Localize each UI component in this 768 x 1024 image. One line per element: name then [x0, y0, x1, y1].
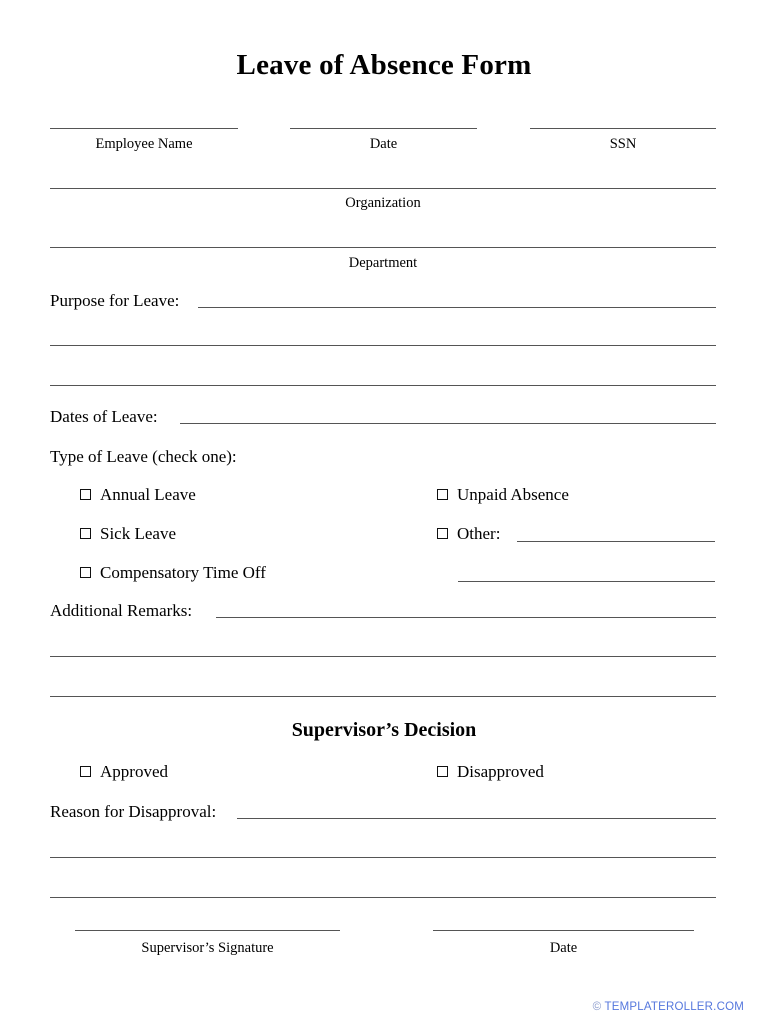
watermark-text: TEMPLATEROLLER.COM	[604, 1001, 744, 1013]
reason-for-disapproval-input-rule[interactable]	[237, 818, 716, 819]
checkbox-option-unpaid-absence[interactable]	[437, 486, 569, 503]
checkbox-icon[interactable]	[437, 766, 448, 777]
supervisor-date-label: Date	[549, 940, 578, 956]
checkbox-label: Approved	[100, 762, 168, 781]
checkbox-label: Sick Leave	[100, 524, 176, 543]
checkbox-icon[interactable]	[80, 528, 91, 539]
employee-name-rule	[50, 128, 238, 129]
checkbox-icon[interactable]	[80, 766, 91, 777]
checkbox-option-sick-leave[interactable]	[80, 525, 176, 542]
purpose-for-leave-row	[50, 292, 179, 309]
additional-remarks-input-rule[interactable]	[216, 617, 716, 618]
type-of-leave-label: Type of Leave (check one):	[50, 447, 237, 466]
purpose-for-leave-label: Purpose for Leave:	[50, 291, 180, 310]
ssn-rule	[530, 128, 716, 129]
purpose-for-leave-line-2[interactable]	[50, 345, 716, 346]
checkbox-label: Other:	[457, 524, 501, 543]
checkbox-option-compensatory-time-off[interactable]	[80, 564, 266, 581]
supervisor-signature-label: Supervisor’s Signature	[141, 940, 274, 956]
reason-for-disapproval-line-2[interactable]	[50, 857, 716, 858]
department-rule	[50, 247, 716, 248]
additional-remarks-line-3[interactable]	[50, 696, 716, 697]
additional-remarks-label: Additional Remarks:	[50, 601, 193, 620]
reason-for-disapproval-line-3[interactable]	[50, 897, 716, 898]
watermark	[593, 1001, 744, 1013]
page-title: Leave of Absence Form	[236, 49, 532, 81]
reason-for-disapproval-row	[50, 803, 216, 820]
organization-rule	[50, 188, 716, 189]
reason-for-disapproval-label: Reason for Disapproval:	[50, 802, 217, 821]
additional-remarks-line-2[interactable]	[50, 656, 716, 657]
checkbox-icon[interactable]	[80, 567, 91, 578]
checkbox-option-other[interactable]	[437, 525, 500, 542]
additional-remarks-row	[50, 602, 192, 619]
checkbox-option-disapproved[interactable]	[437, 763, 544, 780]
checkbox-label: Compensatory Time Off	[100, 563, 266, 582]
checkbox-icon[interactable]	[437, 489, 448, 500]
supervisor-signature-rule[interactable]	[75, 930, 340, 931]
checkbox-icon[interactable]	[80, 489, 91, 500]
copyright-icon: ©	[592, 1001, 602, 1013]
checkbox-label: Unpaid Absence	[457, 485, 569, 504]
checkbox-label: Annual Leave	[100, 485, 196, 504]
checkbox-option-annual-leave[interactable]	[80, 486, 196, 503]
purpose-for-leave-input-rule[interactable]	[198, 307, 716, 308]
supervisor-decision-heading: Supervisor’s Decision	[291, 719, 477, 741]
checkbox-label: Disapproved	[457, 762, 544, 781]
date-label: Date	[369, 136, 398, 152]
dates-of-leave-label: Dates of Leave:	[50, 407, 158, 426]
supervisor-date-rule[interactable]	[433, 930, 694, 931]
employee-name-label: Employee Name	[95, 136, 193, 152]
other-input-rule-2[interactable]	[458, 581, 715, 582]
dates-of-leave-row	[50, 408, 158, 425]
ssn-label: SSN	[609, 136, 637, 152]
department-label: Department	[348, 255, 418, 271]
date-rule	[290, 128, 477, 129]
dates-of-leave-input-rule[interactable]	[180, 423, 716, 424]
purpose-for-leave-line-3[interactable]	[50, 385, 716, 386]
other-input-rule-1[interactable]	[517, 541, 715, 542]
checkbox-icon[interactable]	[437, 528, 448, 539]
organization-label: Organization	[345, 195, 421, 211]
checkbox-option-approved[interactable]	[80, 763, 168, 780]
